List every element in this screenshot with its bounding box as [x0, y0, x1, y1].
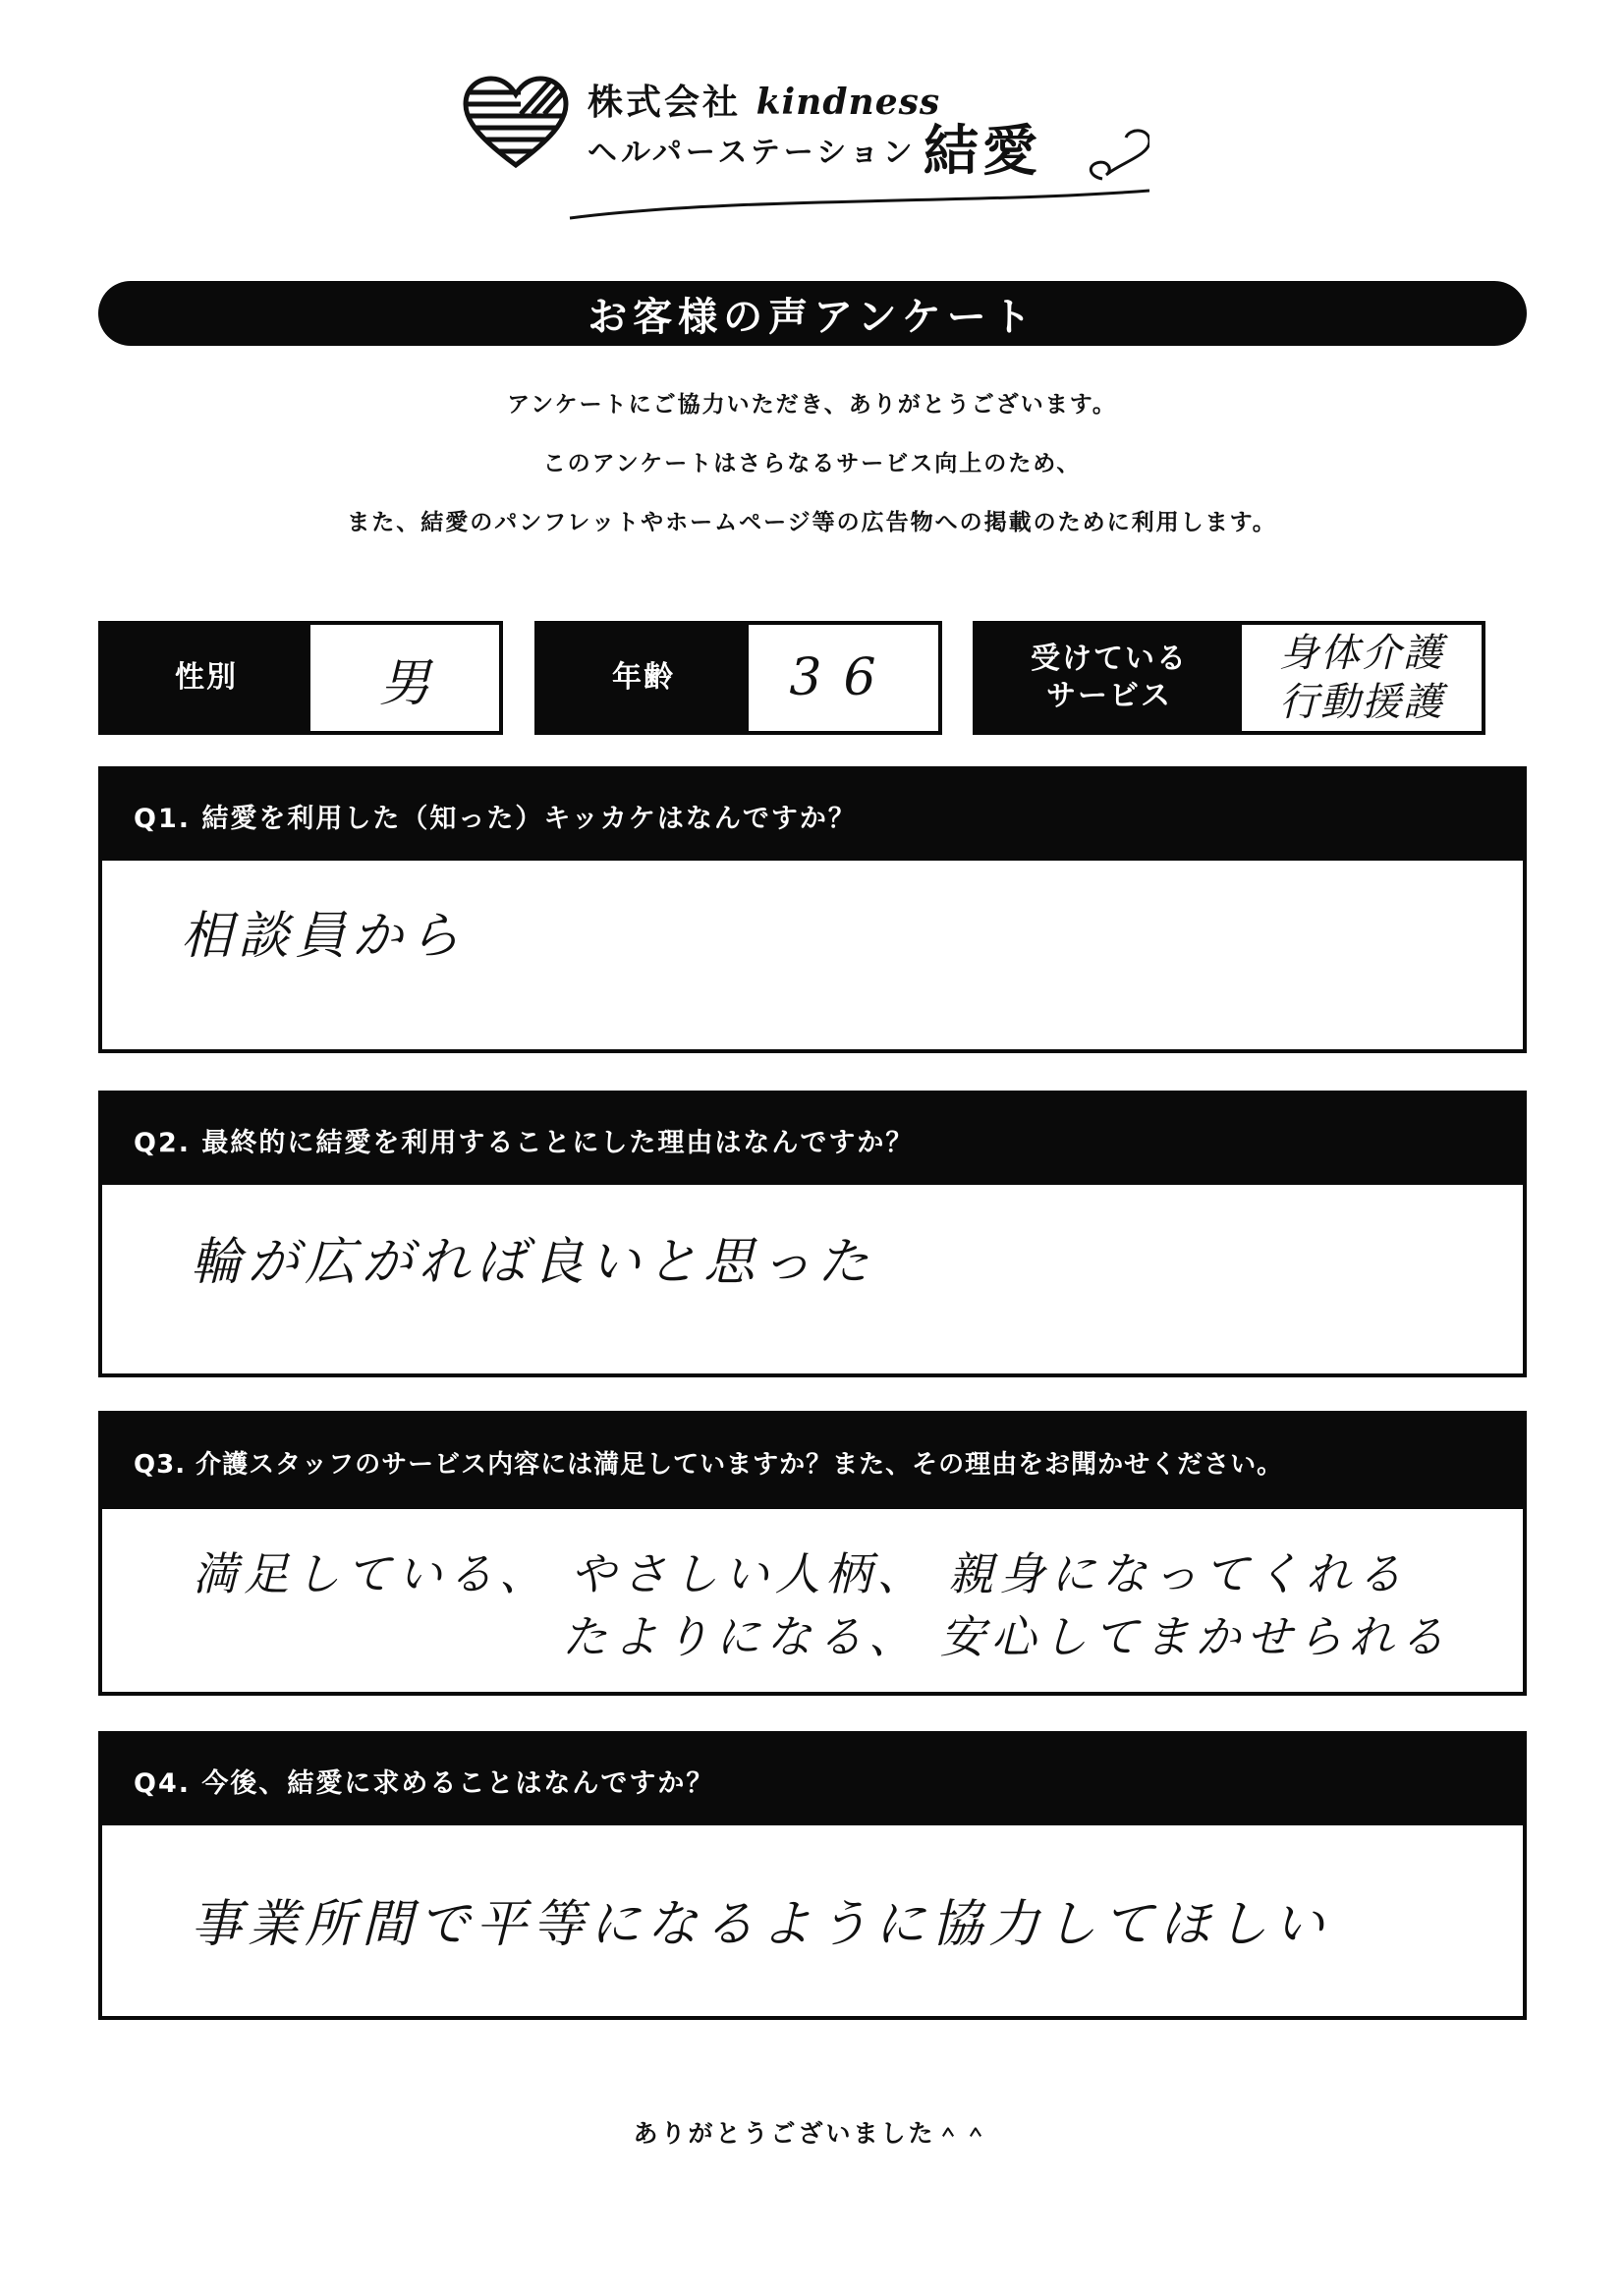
service-value-line: 行動援護	[1279, 680, 1444, 725]
answer-1: 相談員から	[181, 907, 467, 966]
question-2	[98, 1091, 1527, 1377]
survey-title: お客様の声アンケート	[98, 281, 1527, 346]
answer-3-line-1: 満足している、 やさしい人柄、 親身になってくれる	[193, 1547, 1409, 1600]
question-4-text: Q4. 今後、結愛に求めることはなんですか？	[102, 1735, 1523, 1825]
gender-value: 男	[310, 625, 499, 731]
logo-header	[462, 61, 1169, 218]
answer-2: 輪が広がれば良いと思った	[191, 1233, 875, 1292]
brand-name: 結愛	[924, 120, 1041, 184]
question-3	[98, 1411, 1527, 1696]
age-value: 36	[749, 625, 938, 731]
service-field	[973, 621, 1485, 735]
gender-field	[98, 621, 503, 735]
service-value-line: 身体介護	[1279, 631, 1444, 676]
age-field	[534, 621, 942, 735]
service-value	[1242, 625, 1482, 731]
question-2-text: Q2. 最終的に結愛を利用することにした理由はなんですか？	[102, 1094, 1523, 1185]
answer-3-line-2: たよりになる、 安心してまかせられる	[562, 1610, 1451, 1663]
question-4	[98, 1731, 1527, 2020]
station-name: ヘルパーステーション	[588, 136, 917, 170]
service-label-line: 受けている	[1031, 642, 1188, 676]
service-label	[977, 625, 1242, 731]
thanks-message: ありがとうございました＾＾	[633, 2119, 991, 2148]
heart-logo-icon	[462, 75, 570, 173]
question-3-text: Q3. 介護スタッフのサービス内容には満足していますか？また、その理由をお聞かせください。	[102, 1415, 1523, 1509]
service-label-line: サービス	[1046, 679, 1172, 713]
age-label: 年齢	[538, 625, 749, 731]
intro-line: また、結愛のパンフレットやホームページ等の広告物への掲載のために利用します。	[347, 510, 1277, 535]
swirl-decoration-icon	[560, 120, 1149, 228]
intro-text	[0, 385, 1624, 562]
answer-4: 事業所間で平等になるように協力してほしい	[191, 1895, 1331, 1954]
question-1-text: Q1. 結愛を利用した（知った）キッカケはなんですか？	[102, 770, 1523, 861]
intro-line: アンケートにご協力いただき、ありがとうございます。	[507, 392, 1117, 418]
question-1	[98, 766, 1527, 1053]
company-name: 株式会社 kindness	[588, 82, 941, 123]
gender-label: 性別	[102, 625, 310, 731]
intro-line: このアンケートはさらなるサービス向上のため、	[542, 451, 1082, 476]
